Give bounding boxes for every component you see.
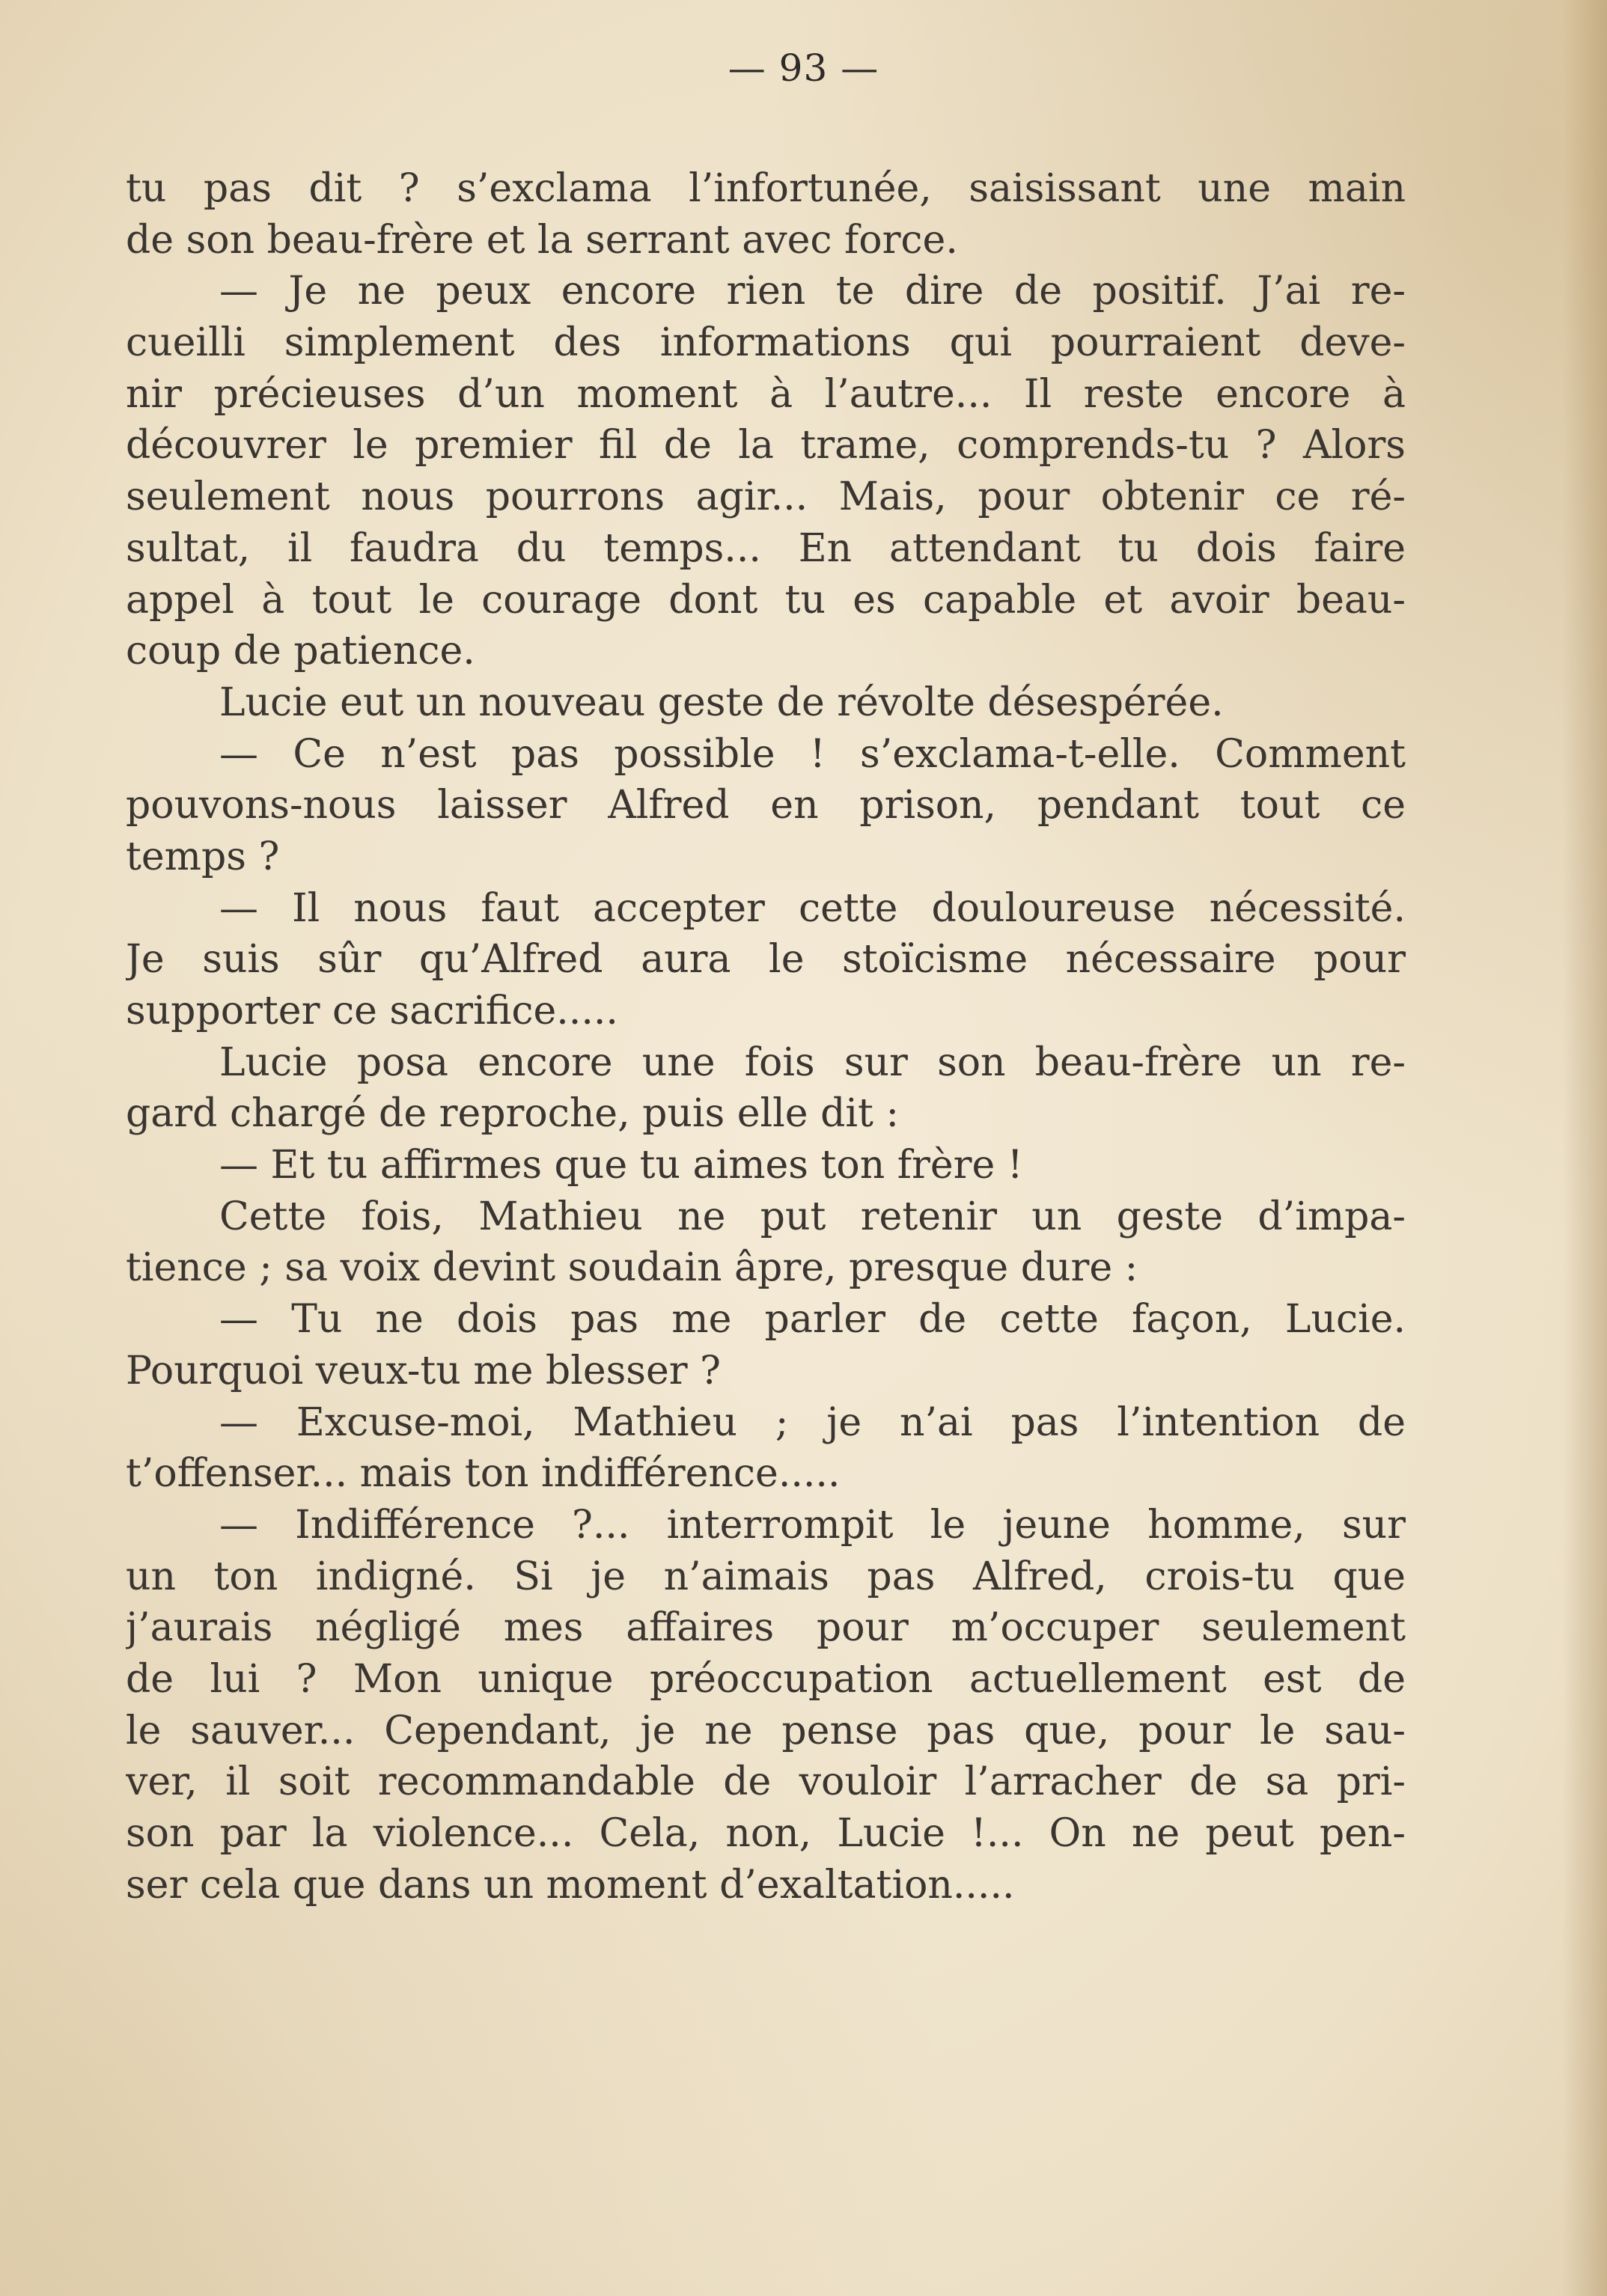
page-number: — 93 — [728, 46, 879, 90]
text-line: supporter ce sacrifice..... [126, 989, 618, 1033]
text-line: appel à tout le courage dont tu es capable et avoir beau- [126, 577, 1406, 623]
text-line: t’offenser... mais ton indifférence..... [126, 1451, 841, 1497]
text-line: cueilli simplement des informations qui pourraient deve- [126, 320, 1406, 366]
text-line: ser cela que dans un moment d’exaltation..... [126, 1862, 1015, 1908]
text-line: — Il nous faut accepter cette douloureuse nécessité. [219, 885, 1406, 931]
body-text [126, 163, 1406, 1911]
text-line: de son beau-frère et la serrant avec force. [126, 217, 958, 263]
text-line: Cette fois, Mathieu ne put retenir un geste d’impa- [219, 1194, 1406, 1239]
text-line: coup de patience. [126, 629, 475, 674]
text-line: j’aurais négligé mes affaires pour m’occuper seulement [126, 1605, 1406, 1651]
text-line: — Indifférence ?... interrompit le jeune homme, sur [219, 1502, 1406, 1548]
text-line: le sauver... Cependant, je ne pense pas que, pour le sau- [126, 1708, 1406, 1753]
text-line: son par la violence... Cela, non, Lucie !... On ne peut pen- [126, 1811, 1406, 1856]
text-line: tu pas dit ? s’exclama l’infortunée, saisissant une main [126, 166, 1406, 211]
text-line: gard chargé de reproche, puis elle dit : [126, 1091, 899, 1137]
text-line: découvrer le premier fil de la trame, comprends-tu ? Alors [126, 423, 1406, 468]
text-line: pouvons-nous laisser Alfred en prison, pendant tout ce [126, 783, 1406, 828]
text-line: Pourquoi veux-tu me blesser ? [126, 1348, 722, 1393]
text-line: — Ce n’est pas possible ! s’exclama-t-elle. Comment [219, 731, 1406, 777]
text-line: Lucie posa encore une fois sur son beau-frère un re- [219, 1039, 1406, 1085]
text-line: — Excuse-moi, Mathieu ; je n’ai pas l’intention de [219, 1399, 1406, 1445]
text-line: nir précieuses d’un moment à l’autre... Il reste encore à [126, 371, 1406, 417]
text-line: temps ? [126, 834, 280, 879]
text-line: ver, il soit recommandable de vouloir l’arracher de sa pri- [126, 1759, 1406, 1805]
text-line: Lucie eut un nouveau geste de révolte désespérée. [219, 680, 1224, 725]
text-line: de lui ? Mon unique préoccupation actuellement est de [126, 1656, 1406, 1702]
text-line: Je suis sûr qu’Alfred aura le stoïcisme nécessaire pour [126, 937, 1406, 983]
page-edge-shadow [1562, 0, 1607, 2296]
text-line: — Je ne peux encore rien te dire de positif. J’ai re- [219, 269, 1406, 314]
text-line: — Et tu affirmes que tu aimes ton frère ! [219, 1143, 1023, 1188]
text-line: — Tu ne dois pas me parler de cette façon, Lucie. [219, 1297, 1406, 1343]
text-line: sultat, il faudra du temps... En attendant tu dois faire [126, 525, 1406, 571]
text-line: tience ; sa voix devint soudain âpre, presque dure : [126, 1245, 1138, 1291]
text-line: seulement nous pourrons agir... Mais, pour obtenir ce ré- [126, 474, 1406, 520]
text-line: un ton indigné. Si je n’aimais pas Alfred, crois-tu que [126, 1554, 1406, 1599]
